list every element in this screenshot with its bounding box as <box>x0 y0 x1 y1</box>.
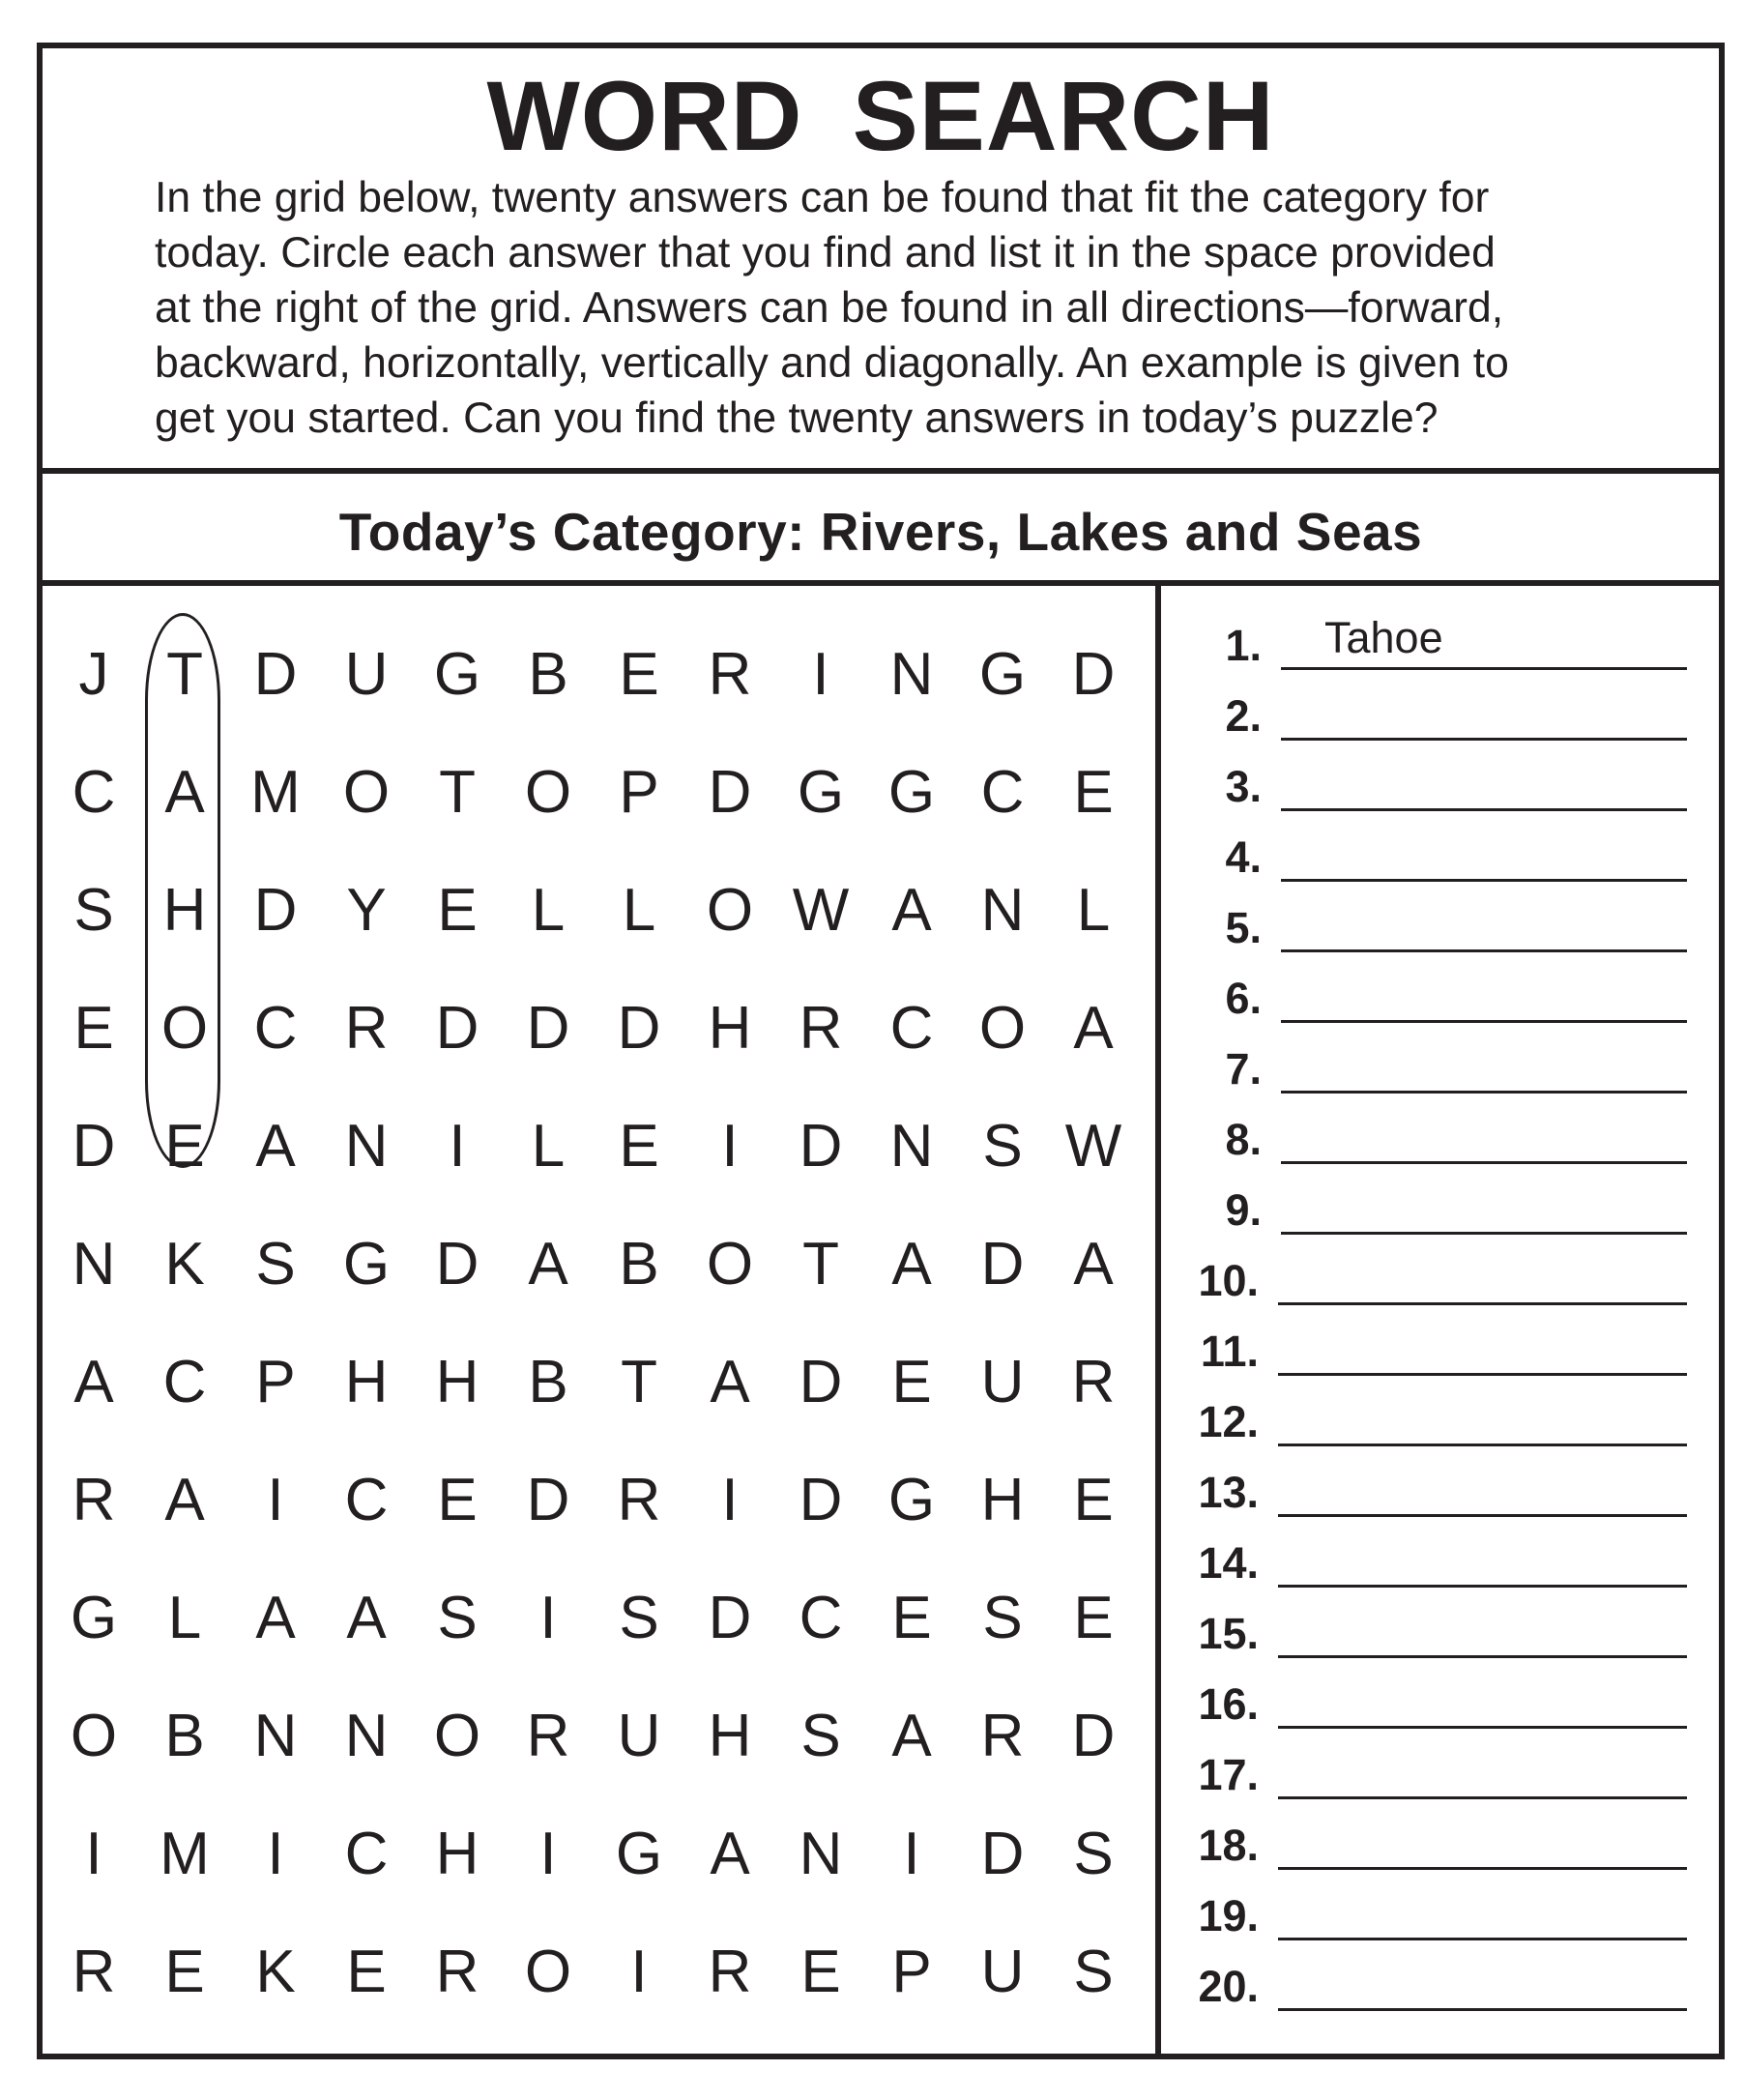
answer-number: 1. <box>1225 621 1262 670</box>
grid-letter[interactable]: R <box>72 1467 116 1533</box>
grid-letter[interactable]: I <box>721 1113 739 1180</box>
grid-letter[interactable]: H <box>435 1821 480 1887</box>
grid-letter[interactable]: M <box>160 1821 210 1887</box>
grid-letter[interactable]: I <box>449 1113 466 1180</box>
grid-letter[interactable]: L <box>531 1113 566 1180</box>
answer-number: 16. <box>1198 1679 1259 1729</box>
answer-number: 12. <box>1198 1397 1259 1446</box>
answer-number: 5. <box>1225 903 1262 952</box>
grid-letter[interactable]: G <box>797 759 845 826</box>
grid-letter[interactable]: C <box>799 1585 843 1651</box>
grid-letter[interactable]: N <box>344 1703 389 1769</box>
answer-number: 9. <box>1225 1185 1262 1235</box>
grid-letter[interactable]: R <box>435 1939 480 2005</box>
answer-number: 2. <box>1225 691 1262 741</box>
grid-letter[interactable]: R <box>344 995 389 1062</box>
grid-letter[interactable]: R <box>980 1703 1025 1769</box>
example-circle <box>145 613 220 1168</box>
answer-blank[interactable] <box>1281 667 1687 670</box>
grid-letter[interactable]: B <box>528 1349 568 1415</box>
grid-letter[interactable]: L <box>1076 877 1111 944</box>
grid-letter[interactable]: I <box>85 1821 102 1887</box>
answer-blank[interactable] <box>1281 1020 1687 1023</box>
grid-letter[interactable]: E <box>1073 1467 1114 1533</box>
answer-number: 17. <box>1198 1750 1259 1799</box>
grid-letter[interactable]: A <box>528 1231 568 1298</box>
grid-letter[interactable]: I <box>539 1585 557 1651</box>
answer-number: 15. <box>1198 1609 1259 1658</box>
answer-number: 14. <box>1198 1538 1259 1588</box>
grid-letter[interactable]: S <box>982 1113 1023 1180</box>
grid-letter[interactable]: E <box>891 1585 932 1651</box>
grid-letter[interactable]: E <box>800 1939 841 2005</box>
instructions-line: at the right of the grid. Answers can be found in all directions—forward, <box>155 284 1504 332</box>
grid-letter[interactable]: N <box>889 641 934 708</box>
answer-blank[interactable] <box>1278 1938 1687 1940</box>
answer-number: 13. <box>1198 1468 1259 1517</box>
grid-letter[interactable]: E <box>164 1939 205 2005</box>
answer-number: 8. <box>1225 1115 1262 1164</box>
answer-blank[interactable] <box>1281 1091 1687 1094</box>
grid-letter[interactable]: K <box>255 1939 296 2005</box>
answer-number: 7. <box>1225 1044 1262 1094</box>
grid-letter[interactable]: W <box>792 877 850 944</box>
answer-blank[interactable] <box>1278 1444 1687 1446</box>
grid-letter[interactable]: D <box>799 1113 843 1180</box>
grid-letter[interactable]: D <box>526 995 570 1062</box>
grid-letter[interactable]: C <box>980 759 1025 826</box>
grid-letter[interactable]: D <box>253 641 298 708</box>
grid-letter[interactable]: D <box>72 1113 116 1180</box>
answer-number: 4. <box>1225 832 1262 882</box>
grid-letter[interactable]: O <box>706 1231 754 1298</box>
answer-blank[interactable] <box>1278 1302 1687 1305</box>
instructions-line: In the grid below, twenty answers can be found that fit the category for <box>155 174 1490 221</box>
grid-letter[interactable]: A <box>710 1821 750 1887</box>
grid-letter[interactable]: J <box>78 641 109 708</box>
grid-letter[interactable]: E <box>346 1939 387 2005</box>
grid-letter[interactable]: E <box>891 1349 932 1415</box>
answer-blank[interactable] <box>1278 1655 1687 1658</box>
grid-letter[interactable]: C <box>344 1467 389 1533</box>
answer-blank[interactable] <box>1278 1585 1687 1588</box>
grid-letter[interactable]: N <box>253 1703 298 1769</box>
grid-letter[interactable]: S <box>1073 1821 1114 1887</box>
grid-letter[interactable]: Y <box>346 877 387 944</box>
grid-letter[interactable]: G <box>615 1821 663 1887</box>
grid-letter[interactable]: A <box>891 877 932 944</box>
grid-letter[interactable]: R <box>708 1939 752 2005</box>
instructions-line: backward, horizontally, vertically and diagonally. An example is given to <box>155 339 1509 387</box>
grid-letter[interactable]: H <box>980 1467 1025 1533</box>
puzzle-title: WORD SEARCH <box>486 61 1275 171</box>
grid-letter[interactable]: D <box>435 1231 480 1298</box>
grid-letter[interactable]: E <box>1073 1585 1114 1651</box>
answer-blank[interactable] <box>1281 1161 1687 1164</box>
grid-letter[interactable]: S <box>619 1585 659 1651</box>
grid-letter[interactable]: T <box>166 641 203 708</box>
answer-blank[interactable] <box>1278 1726 1687 1729</box>
grid-letter[interactable]: T <box>621 1349 657 1415</box>
answer-text: Tahoe <box>1324 613 1443 662</box>
answer-blank[interactable] <box>1278 1373 1687 1376</box>
instructions-line: get you started. Can you find the twenty answers in today’s puzzle? <box>155 394 1439 442</box>
grid-letter[interactable]: S <box>255 1231 296 1298</box>
grid-letter[interactable]: D <box>799 1349 843 1415</box>
grid-letter[interactable]: O <box>160 995 209 1062</box>
grid-letter[interactable]: H <box>708 1703 752 1769</box>
grid-letter[interactable]: L <box>531 877 566 944</box>
grid-letter[interactable]: D <box>980 1231 1025 1298</box>
grid-letter[interactable]: C <box>72 759 116 826</box>
grid-letter[interactable]: S <box>800 1703 841 1769</box>
category-heading: Today’s Category: Rivers, Lakes and Seas <box>338 502 1423 562</box>
grid-letter[interactable]: I <box>267 1821 284 1887</box>
grid-letter[interactable]: I <box>903 1821 920 1887</box>
grid-letter[interactable]: A <box>164 1467 205 1533</box>
answer-number: 11. <box>1200 1327 1259 1376</box>
grid-letter[interactable]: K <box>164 1231 205 1298</box>
answer-blank[interactable] <box>1281 738 1687 741</box>
grid-letter[interactable]: O <box>524 759 572 826</box>
grid-letter[interactable]: S <box>982 1585 1023 1651</box>
grid-letter[interactable]: R <box>799 995 843 1062</box>
grid-letter[interactable]: E <box>437 1467 478 1533</box>
grid-letter[interactable]: D <box>435 995 480 1062</box>
grid-letter[interactable]: G <box>342 1231 391 1298</box>
grid-letter[interactable]: E <box>164 1113 205 1180</box>
answer-number: 20. <box>1198 1962 1259 2011</box>
grid-letter[interactable]: G <box>70 1585 118 1651</box>
grid-letter[interactable]: D <box>708 759 752 826</box>
grid-letter[interactable]: O <box>342 759 391 826</box>
grid-letter[interactable]: A <box>255 1585 296 1651</box>
grid-letter[interactable]: I <box>267 1467 284 1533</box>
grid-letter[interactable]: I <box>721 1467 739 1533</box>
answer-blank[interactable] <box>1278 1514 1687 1517</box>
grid-letter[interactable]: D <box>980 1821 1025 1887</box>
answer-number: 10. <box>1198 1256 1259 1305</box>
grid-letter[interactable]: I <box>539 1821 557 1887</box>
grid-letter[interactable]: N <box>72 1231 116 1298</box>
grid-letter[interactable]: A <box>710 1349 750 1415</box>
grid-letter[interactable]: G <box>887 759 936 826</box>
grid-letter[interactable]: H <box>708 995 752 1062</box>
grid-letter[interactable]: A <box>255 1113 296 1180</box>
grid-letter[interactable]: A <box>891 1231 932 1298</box>
grid-letter[interactable]: I <box>630 1939 648 2005</box>
grid-letter[interactable]: B <box>164 1703 205 1769</box>
grid-letter[interactable]: O <box>524 1939 572 2005</box>
grid-letter[interactable]: E <box>619 641 659 708</box>
grid-letter[interactable]: G <box>433 641 481 708</box>
grid-letter[interactable]: N <box>344 1113 389 1180</box>
answer-blank[interactable] <box>1281 808 1687 811</box>
grid-letter[interactable]: T <box>439 759 476 826</box>
grid-letter[interactable]: R <box>526 1703 570 1769</box>
grid-letter[interactable]: A <box>346 1585 387 1651</box>
grid-letter[interactable]: O <box>70 1703 118 1769</box>
answer-blank[interactable] <box>1281 879 1687 882</box>
answer-number: 3. <box>1225 762 1262 811</box>
answer-number: 6. <box>1225 974 1262 1023</box>
grid-letter[interactable]: A <box>1073 995 1114 1062</box>
grid-letter[interactable]: C <box>162 1349 207 1415</box>
grid-letter[interactable]: G <box>978 641 1027 708</box>
grid-letter[interactable]: D <box>253 877 298 944</box>
answer-blank[interactable] <box>1281 949 1687 952</box>
grid-letter[interactable]: R <box>708 641 752 708</box>
grid-letter[interactable]: N <box>889 1113 934 1180</box>
answer-blank[interactable] <box>1278 1867 1687 1870</box>
grid-letter[interactable]: A <box>1073 1231 1114 1298</box>
grid-letter[interactable]: D <box>1071 641 1116 708</box>
grid-letter[interactable]: U <box>617 1703 661 1769</box>
grid-letter[interactable]: L <box>622 877 656 944</box>
grid-letter[interactable]: A <box>73 1349 114 1415</box>
grid-letter[interactable]: E <box>1073 759 1114 826</box>
grid-letter[interactable]: S <box>1073 1939 1114 2005</box>
grid-letter[interactable]: U <box>344 641 389 708</box>
grid-letter[interactable]: P <box>255 1349 296 1415</box>
grid-letter[interactable]: R <box>1071 1349 1116 1415</box>
grid-letter[interactable]: D <box>617 995 661 1062</box>
grid-letter[interactable]: E <box>73 995 114 1062</box>
grid-letter[interactable]: E <box>437 877 478 944</box>
grid-letter[interactable]: G <box>887 1467 936 1533</box>
answer-blank[interactable] <box>1281 1232 1687 1235</box>
grid-letter[interactable]: R <box>617 1467 661 1533</box>
grid-letter[interactable]: M <box>250 759 301 826</box>
grid-letter[interactable]: H <box>435 1349 480 1415</box>
grid-letter[interactable]: U <box>980 1939 1025 2005</box>
answer-number: 18. <box>1198 1821 1259 1870</box>
grid-letter[interactable]: I <box>812 641 829 708</box>
grid-letter[interactable]: P <box>891 1939 932 2005</box>
grid-letter[interactable]: N <box>980 877 1025 944</box>
answer-blank[interactable] <box>1278 2008 1687 2011</box>
grid-letter[interactable]: A <box>891 1703 932 1769</box>
grid-letter[interactable]: R <box>72 1939 116 2005</box>
grid-letter[interactable]: N <box>799 1821 843 1887</box>
grid-letter[interactable]: C <box>344 1821 389 1887</box>
grid-letter[interactable]: S <box>437 1585 478 1651</box>
grid-letter[interactable]: C <box>253 995 298 1062</box>
grid-letter[interactable]: O <box>706 877 754 944</box>
answer-number: 19. <box>1198 1891 1259 1940</box>
grid-letter[interactable]: S <box>73 877 114 944</box>
grid-letter[interactable]: T <box>802 1231 839 1298</box>
grid-letter[interactable]: B <box>619 1231 659 1298</box>
grid-letter[interactable]: D <box>708 1585 752 1651</box>
grid-letter[interactable]: O <box>978 995 1027 1062</box>
grid-letter[interactable]: B <box>528 641 568 708</box>
grid-letter[interactable]: E <box>619 1113 659 1180</box>
grid-letter[interactable]: D <box>526 1467 570 1533</box>
grid-letter[interactable]: P <box>619 759 659 826</box>
grid-letter[interactable]: U <box>980 1349 1025 1415</box>
grid-letter[interactable]: H <box>344 1349 389 1415</box>
grid-letter[interactable]: L <box>167 1585 202 1651</box>
instructions-line: today. Circle each answer that you find and list it in the space provided <box>155 229 1496 277</box>
grid-letter[interactable]: A <box>164 759 205 826</box>
grid-letter[interactable]: O <box>433 1703 481 1769</box>
grid-letter[interactable]: H <box>162 877 207 944</box>
answer-blank[interactable] <box>1278 1796 1687 1799</box>
grid-letter[interactable]: D <box>799 1467 843 1533</box>
grid-letter[interactable]: C <box>889 995 934 1062</box>
grid-letter[interactable]: D <box>1071 1703 1116 1769</box>
grid-letter[interactable]: W <box>1064 1113 1122 1180</box>
